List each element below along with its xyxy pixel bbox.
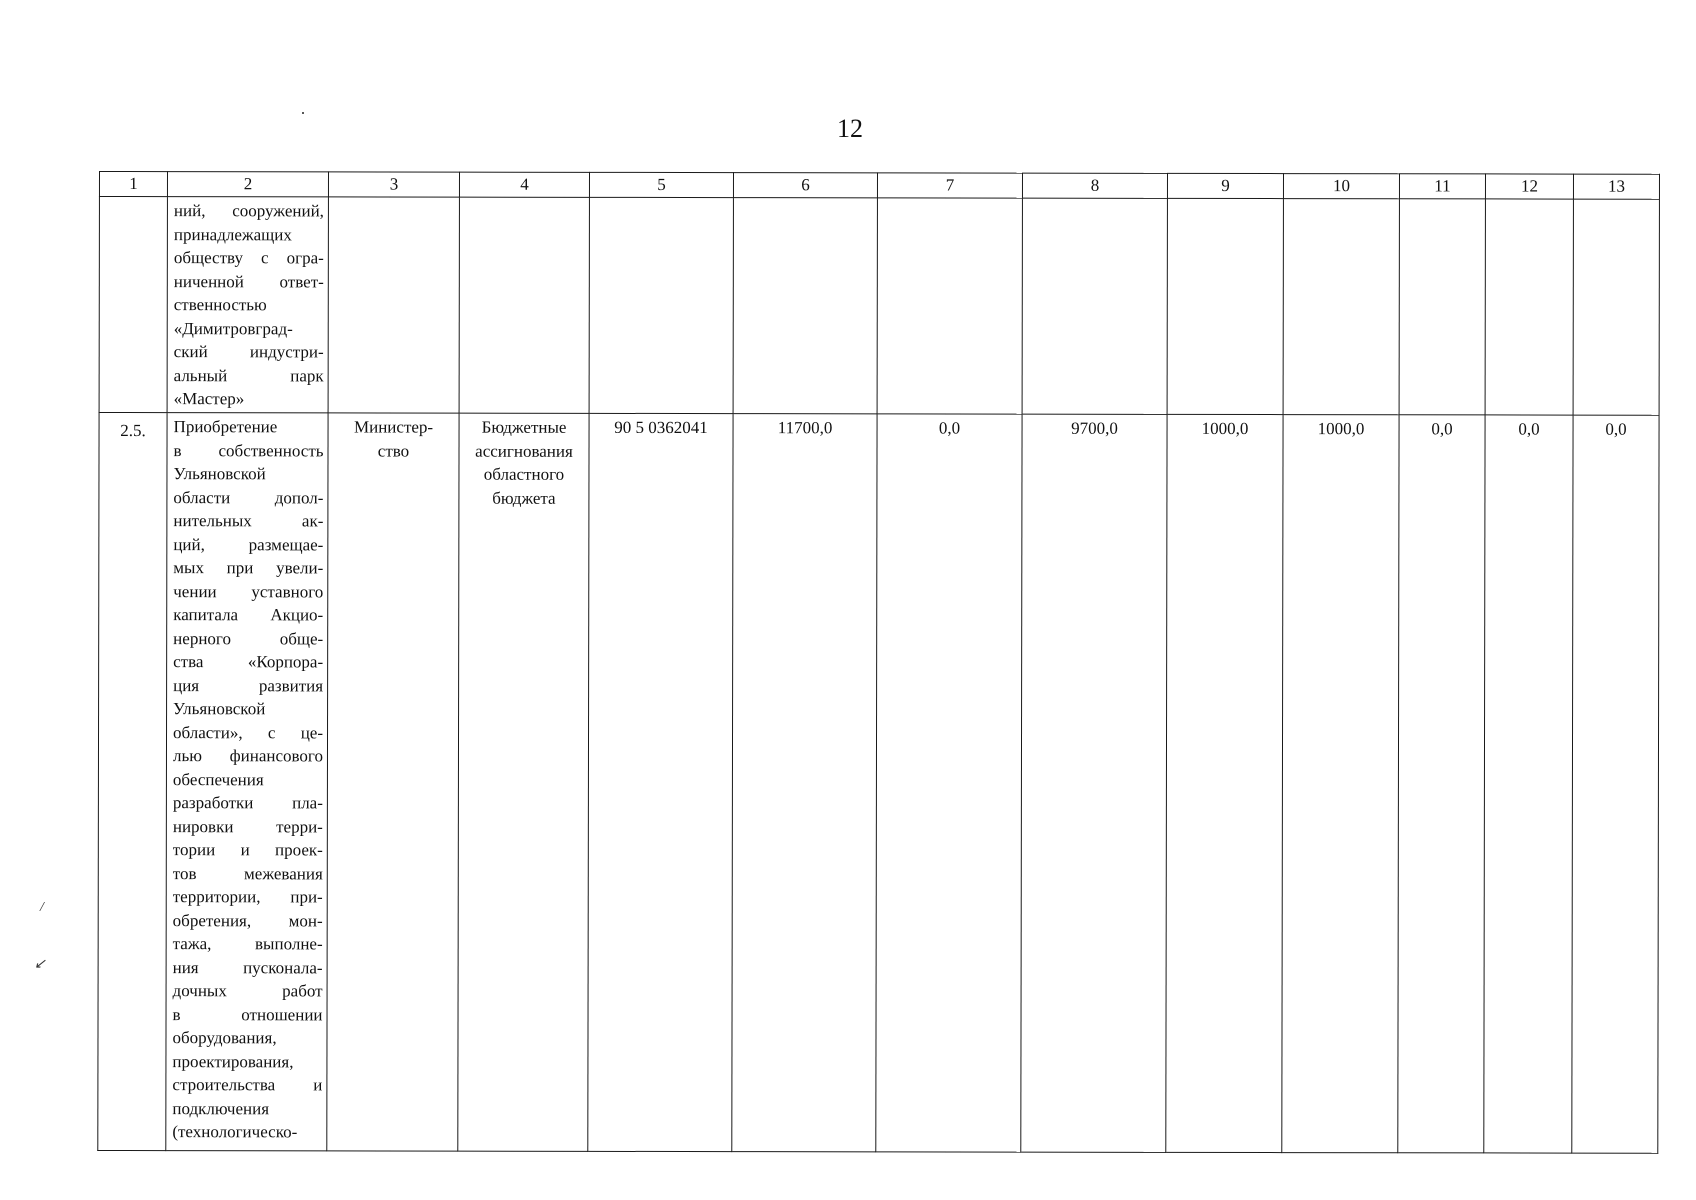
value-cell: 1000,0 xyxy=(1282,415,1399,1153)
text-line: Бюджетные xyxy=(481,417,567,437)
text-line: «Мастер» xyxy=(173,389,245,409)
text-line: нировки терри- xyxy=(172,816,323,836)
text-line: альный парк xyxy=(173,365,324,385)
text-line: лью финансового xyxy=(172,746,323,766)
value-cell xyxy=(1022,198,1167,414)
description-cell xyxy=(167,197,328,413)
value-cell: 0,0 xyxy=(876,414,1022,1152)
column-header: 2 xyxy=(167,172,328,197)
text-line: области допол- xyxy=(173,487,324,507)
text-line: тажа, выполне- xyxy=(172,934,323,954)
value-cell: 0,0 xyxy=(1398,415,1485,1153)
text-line: обретения, мон- xyxy=(172,910,323,930)
text-line: разработки пла- xyxy=(172,793,323,813)
code-cell xyxy=(589,197,733,413)
value-cell xyxy=(1573,199,1659,415)
margin-mark: ↙ xyxy=(34,957,46,972)
text-line: ция развития xyxy=(173,675,324,695)
text-line: принадлежащих xyxy=(173,224,292,244)
text-line: подключения xyxy=(172,1098,270,1118)
text-line: оборудования, xyxy=(172,1028,277,1048)
row-number-cell xyxy=(99,197,167,413)
column-number-row xyxy=(99,172,1659,200)
text-line: ния пусконала- xyxy=(172,957,323,977)
column-header: 12 xyxy=(1485,174,1573,199)
column-header: 3 xyxy=(328,172,459,197)
value-cell: 9700,0 xyxy=(1021,414,1167,1152)
value-cell xyxy=(1167,198,1283,414)
value-cell: 1000,0 xyxy=(1166,414,1283,1152)
text-line: территории, при- xyxy=(172,887,323,907)
text-line: нительных ак- xyxy=(173,511,324,531)
total-cell: 11700,0 xyxy=(732,414,877,1152)
source-cell xyxy=(459,197,589,413)
page-number: 12 xyxy=(837,114,863,143)
column-header: 10 xyxy=(1283,174,1399,199)
text-line: Ульяновской xyxy=(173,464,266,484)
text-line: нерного обще- xyxy=(173,628,324,648)
table-row-continuation xyxy=(99,197,1659,416)
text-line: ниченной ответ- xyxy=(173,271,324,291)
text-line: обеспечения xyxy=(172,769,264,789)
value-cell xyxy=(1283,199,1399,415)
text-line: в отношении xyxy=(172,1004,323,1024)
column-header: 7 xyxy=(877,173,1022,198)
text-line: «Димитровград- xyxy=(173,318,293,338)
text-line: Министер- xyxy=(353,417,434,437)
text-line: ций, размещае- xyxy=(173,534,324,554)
text-line: (технологическо- xyxy=(172,1122,298,1142)
column-header: 9 xyxy=(1167,173,1283,198)
text-line: Ульяновской xyxy=(173,699,266,719)
text-line: бюджета xyxy=(492,488,556,508)
text-line: ассигнования xyxy=(475,441,573,461)
value-cell: 0,0 xyxy=(1572,415,1659,1153)
text-line: чении уставного xyxy=(173,581,324,601)
text-line: обществу с огра- xyxy=(173,248,324,268)
text-line: тории и проек- xyxy=(172,840,323,860)
executor-cell xyxy=(328,197,459,413)
text-line: областного xyxy=(483,464,565,484)
scan-artifact-dot xyxy=(302,112,304,114)
text-line: строительства и xyxy=(172,1075,323,1095)
text-line: дочных работ xyxy=(172,981,323,1001)
text-line: в собственность xyxy=(173,440,324,460)
margin-mark: / xyxy=(40,900,44,915)
text-line: ство xyxy=(377,440,410,461)
text-line: ства «Корпора- xyxy=(173,652,324,672)
value-cell xyxy=(1485,199,1573,415)
column-header: 5 xyxy=(589,172,733,197)
row-number-cell: 2.5. xyxy=(98,413,167,1151)
column-header: 11 xyxy=(1399,174,1485,199)
column-header: 6 xyxy=(733,173,877,198)
text-line: Приобретение xyxy=(173,417,278,437)
text-line: тов межевания xyxy=(172,863,323,883)
value-cell: 0,0 xyxy=(1484,415,1573,1153)
executor-cell xyxy=(327,413,459,1151)
text-line: мых при увели- xyxy=(173,558,324,578)
text-line: проектирования, xyxy=(172,1051,294,1071)
column-header: 1 xyxy=(99,172,167,197)
table-row-2-5 xyxy=(98,413,1659,1154)
text-line: области», с це- xyxy=(173,722,324,742)
description-cell xyxy=(166,413,328,1151)
column-header: 4 xyxy=(459,172,589,197)
budget-table xyxy=(97,171,1660,1154)
column-header: 8 xyxy=(1022,173,1167,198)
column-header: 13 xyxy=(1573,174,1659,199)
total-cell xyxy=(733,198,877,414)
text-line: ственностью xyxy=(173,295,267,315)
value-cell xyxy=(1399,199,1485,415)
text-line: капитала Акцио- xyxy=(173,605,324,625)
text-line: ний, сооружений, xyxy=(173,201,324,221)
code-cell: 90 5 0362041 xyxy=(588,413,733,1151)
text-line: ский индустри- xyxy=(173,342,324,362)
source-cell xyxy=(458,413,589,1151)
value-cell xyxy=(877,198,1022,414)
